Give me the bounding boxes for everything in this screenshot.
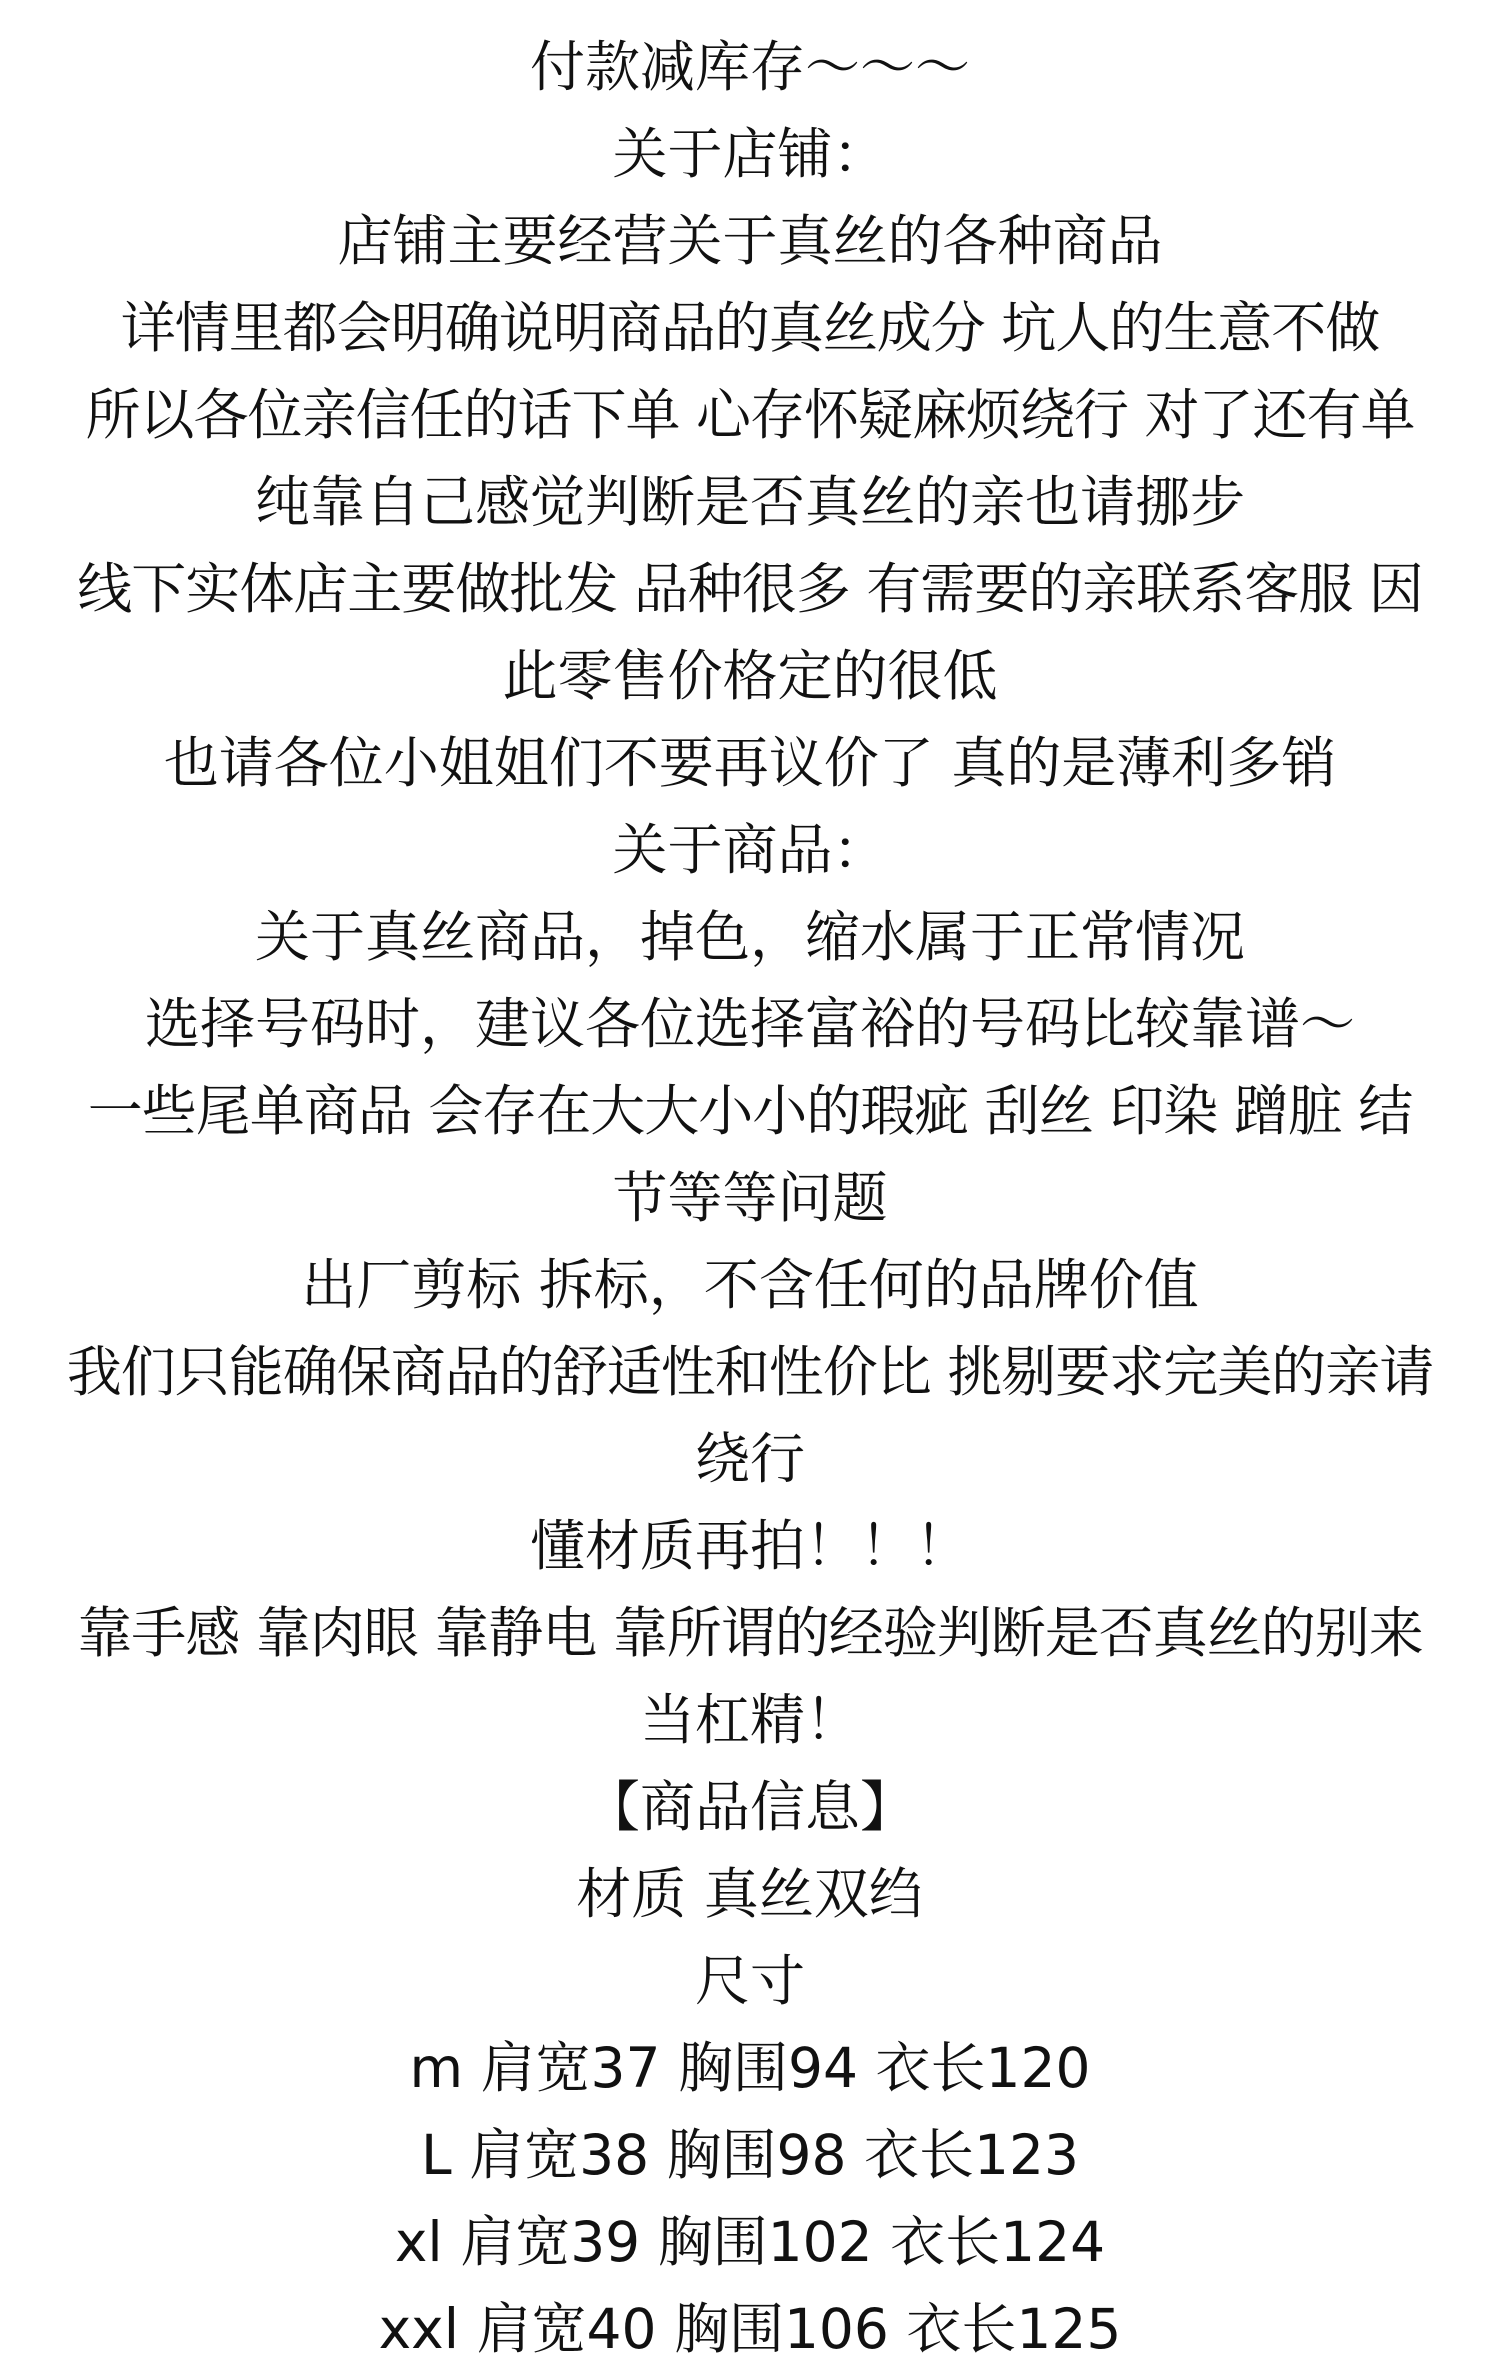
text-line: 选择号码时，建议各位选择富裕的号码比较靠谱～	[144, 992, 1355, 1056]
text-line: 店铺主要经营关于真丝的各种商品	[337, 209, 1163, 273]
size-row-m: m 肩宽37 胸围94 衣长120	[409, 2036, 1091, 2100]
text-line-about-store-heading: 关于店铺：	[612, 122, 888, 186]
text-line-material: 材质 真丝双绉	[576, 1862, 924, 1926]
text-line: 懂材质再拍！！！	[529, 1514, 970, 1578]
text-line: 也请各位小姐姐们不要再议价了 真的是薄利多销	[163, 731, 1337, 795]
text-line-payment-note: 付款减库存～～～	[529, 35, 970, 99]
text-line: 节等等问题	[612, 1166, 888, 1230]
size-row-l: L 肩宽38 胸围98 衣长123	[420, 2123, 1080, 2187]
text-line: 此零售价格定的很低	[502, 644, 998, 708]
text-line: 我们只能确保商品的舒适性和性价比 挑剔要求完美的亲请	[66, 1340, 1434, 1404]
text-line: 出厂剪标 拆标，不含任何的品牌价值	[301, 1253, 1199, 1317]
text-line: 所以各位亲信任的话下单 心存怀疑麻烦绕行 对了还有单	[85, 383, 1415, 447]
text-line: 纯靠自己感觉判断是否真丝的亲也请挪步	[254, 470, 1245, 534]
size-row-xxl: xxl 肩宽40 胸围106 衣长125	[378, 2297, 1122, 2361]
text-line: 绕行	[694, 1427, 805, 1491]
text-line: 当杠精！	[639, 1688, 860, 1752]
text-line: 靠手感 靠肉眼 靠静电 靠所谓的经验判断是否真丝的别来	[77, 1601, 1423, 1665]
text-line: 线下实体店主要做批发 品种很多 有需要的亲联系客服 因	[77, 557, 1423, 621]
text-line: 一些尾单商品 会存在大大小小的瑕疵 刮丝 印染 蹭脏 结	[87, 1079, 1413, 1143]
text-line-size-heading: 尺寸	[694, 1949, 805, 2013]
text-line: 详情里都会明确说明商品的真丝成分 坑人的生意不做	[120, 296, 1380, 360]
size-row-xl: xl 肩宽39 胸围102 衣长124	[394, 2210, 1106, 2274]
text-line-about-product-heading: 关于商品：	[612, 818, 888, 882]
text-line-product-info-heading: 【商品信息】	[584, 1775, 915, 1839]
text-line: 关于真丝商品，掉色，缩水属于正常情况	[254, 905, 1245, 969]
